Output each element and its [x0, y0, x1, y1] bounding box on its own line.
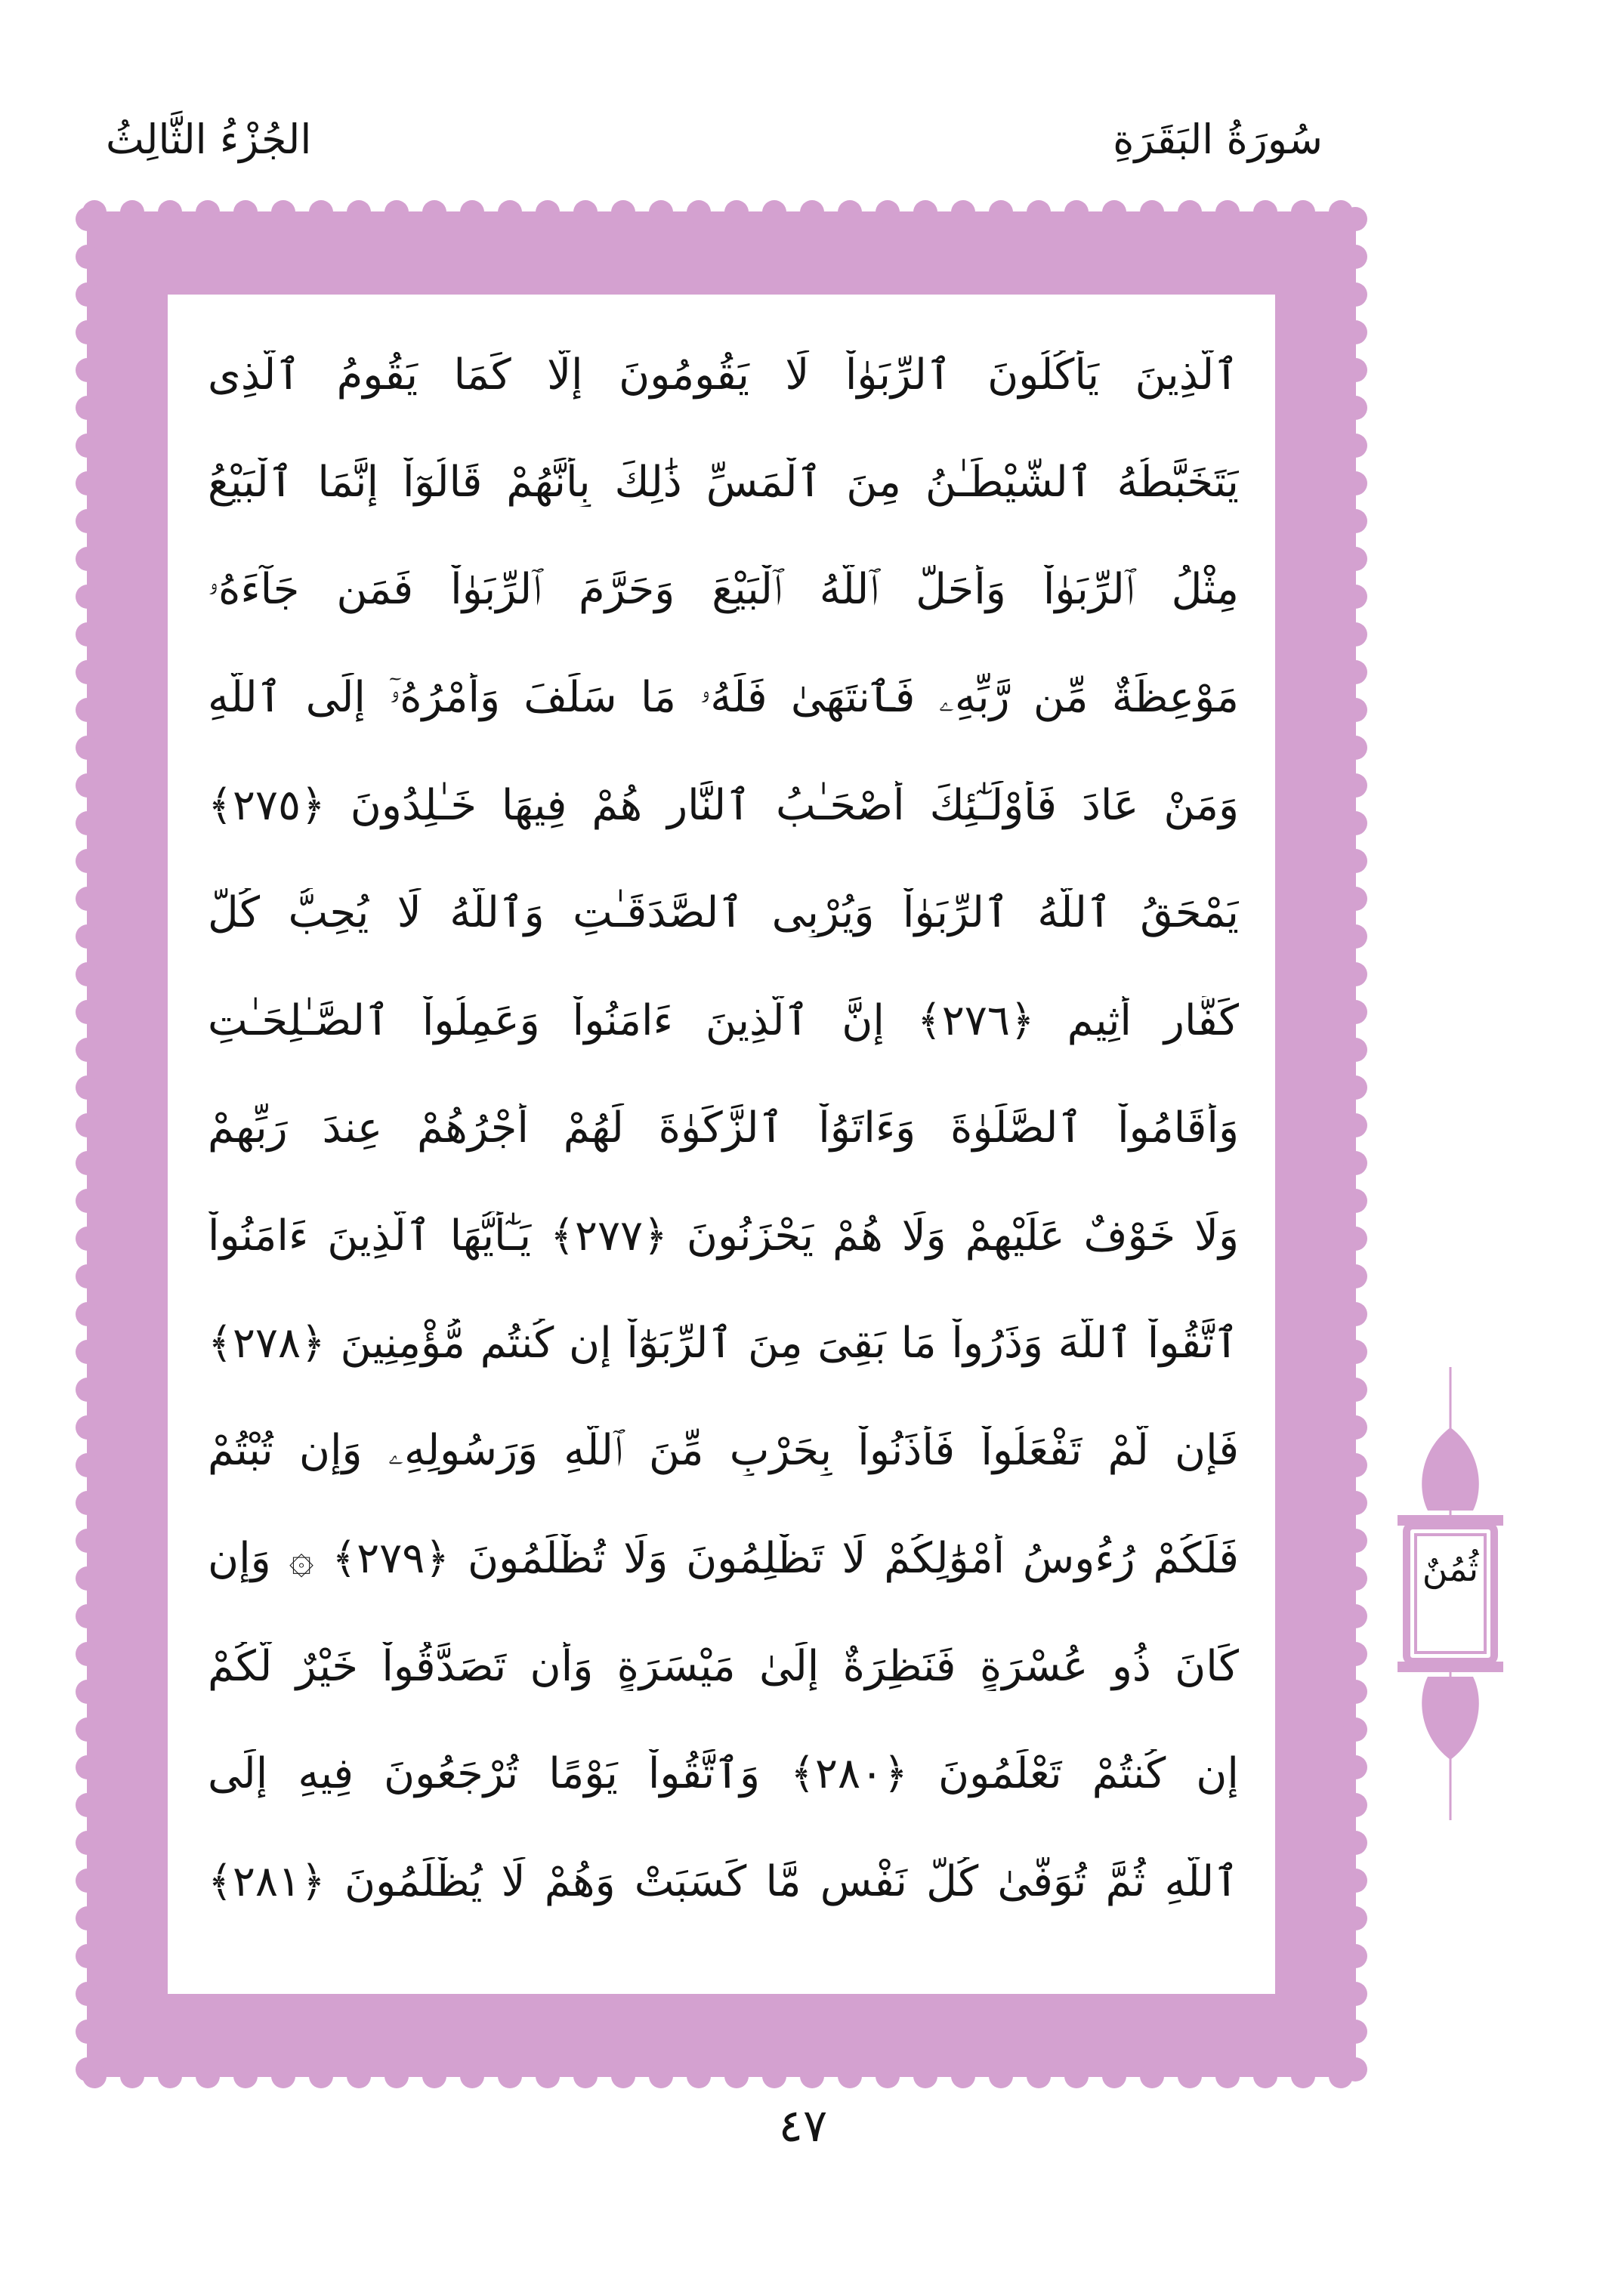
- frame-scallop: [1343, 1982, 1367, 2006]
- frame-scallop: [1343, 1302, 1367, 1326]
- verse-line: إِن كُنتُمْ تَعْلَمُونَ ﴿٢٨٠﴾ وَٱتَّقُواْ يَوْمًا تُرْجَعُونَ فِيهِ إِلَى: [208, 1749, 1239, 1799]
- frame-scallop: [649, 2064, 673, 2088]
- frame-scallop: [1102, 2064, 1126, 2088]
- frame-scallop: [762, 2064, 786, 2088]
- frame-scallop: [1343, 1642, 1367, 1666]
- frame-scallop: [951, 200, 975, 224]
- frame-scallop: [1215, 2064, 1240, 2088]
- frame-scallop: [1343, 1604, 1367, 1628]
- frame-scallop: [158, 200, 182, 224]
- frame-scallop: [1343, 2057, 1367, 2082]
- frame-scallop: [422, 200, 446, 224]
- frame-scallop: [1343, 1000, 1367, 1024]
- frame-scallop: [1140, 2064, 1164, 2088]
- frame-scallop: [536, 2064, 560, 2088]
- frame-scallop: [1343, 1869, 1367, 1893]
- frame-scallop: [76, 207, 100, 231]
- frame-scallop: [1343, 1113, 1367, 1137]
- frame-scallop: [1343, 1151, 1367, 1175]
- frame-scallop: [1178, 2064, 1202, 2088]
- frame-scallop: [1343, 358, 1367, 382]
- verse-lines: [208, 321, 1239, 1936]
- verse-line: ٱلَّذِينَ يَأْكُلُونَ ٱلرِّبَوٰاْ لَا يَقُومُونَ إِلَّا كَمَا يَقُومُ ٱلَّذِى: [208, 350, 1239, 400]
- frame-scallop: [76, 547, 100, 571]
- frame-scallop: [1343, 245, 1367, 269]
- frame-scallop: [1343, 1566, 1367, 1591]
- frame-scallop: [1343, 962, 1367, 986]
- frame-scallop: [76, 396, 100, 420]
- frame-scallop: [76, 1982, 100, 2006]
- frame-scallop: [573, 2064, 598, 2088]
- verse-line: فَلَكُمْ رُءُوسُ أَمْوَٰلِكُمْ لَا تَظْلِمُونَ وَلَا تُظْلَمُونَ ﴿٢٧٩﴾ ۞ وَإِن: [208, 1534, 1239, 1584]
- frame-scallop: [1343, 1680, 1367, 1704]
- frame-scallop: [76, 471, 100, 495]
- frame-scallop: [1343, 622, 1367, 647]
- frame-scallop: [385, 200, 409, 224]
- verse-line: مَوْعِظَةٌ مِّن رَّبِّهِۦ فَٱنتَهَىٰ فَلَهُۥ مَا سَلَفَ وَأَمْرُهُۥٓ إِلَى ٱللَّهِ: [208, 672, 1239, 722]
- frame-scallop: [1343, 1491, 1367, 1515]
- frame-scallop: [76, 2057, 100, 2082]
- frame-scallop: [76, 924, 100, 949]
- frame-scallop: [76, 2020, 100, 2044]
- frame-scallop: [76, 434, 100, 458]
- frame-scallop: [76, 1869, 100, 1893]
- frame-scallop: [76, 773, 100, 798]
- frame-scallop: [1027, 200, 1051, 224]
- frame-scallop: [989, 200, 1013, 224]
- frame-scallop: [271, 2064, 295, 2088]
- frame-scallop: [1343, 1453, 1367, 1477]
- frame-scallop: [76, 1529, 100, 1553]
- frame-scallop: [1343, 1906, 1367, 1930]
- frame-scallop: [1343, 1717, 1367, 1742]
- frame-scallop: [1215, 200, 1240, 224]
- frame-scallop: [1343, 736, 1367, 760]
- frame-scallop: [76, 1189, 100, 1213]
- surah-name: سُورَةُ البَقَرَةِ: [1113, 116, 1323, 163]
- frame-scallop: [1343, 924, 1367, 949]
- verse-line: كَانَ ذُو عُسْرَةٍ فَنَظِرَةٌ إِلَىٰ مَيْسَرَةٍ وَأَن تَصَدَّقُواْ خَيْرٌ لَّكُمْ: [208, 1641, 1239, 1691]
- frame-scallop: [76, 1075, 100, 1100]
- thumun-marker-icon: [1390, 1367, 1511, 1820]
- frame-scallop: [309, 200, 333, 224]
- frame-scallop: [649, 200, 673, 224]
- frame-scallop: [76, 1264, 100, 1288]
- frame-scallop: [1253, 2064, 1277, 2088]
- frame-scallop: [724, 200, 749, 224]
- frame-scallop: [76, 1491, 100, 1515]
- frame-scallop: [1343, 396, 1367, 420]
- frame-scallop: [309, 2064, 333, 2088]
- frame-scallop: [1178, 200, 1202, 224]
- frame-scallop: [1343, 509, 1367, 533]
- frame-scallop: [76, 1793, 100, 1817]
- frame-scallop: [76, 1227, 100, 1251]
- frame-scallop: [1343, 1075, 1367, 1100]
- frame-scallop: [76, 1831, 100, 1855]
- frame-scallop: [76, 358, 100, 382]
- verse-line: كَفَّارٍ أَثِيمٍ ﴿٢٧٦﴾ إِنَّ ٱلَّذِينَ ءَامَنُواْ وَعَمِلُواْ ٱلصَّـٰلِحَـٰتِ: [208, 995, 1239, 1045]
- frame-scallop: [76, 622, 100, 647]
- page-number: ٤٧: [778, 2100, 828, 2152]
- frame-scallop: [800, 200, 824, 224]
- frame-scallop: [422, 2064, 446, 2088]
- frame-scallop: [1343, 773, 1367, 798]
- frame-scallop: [196, 200, 220, 224]
- verse-line: يَمْحَقُ ٱللَّهُ ٱلرِّبَوٰاْ وَيُرْبِى ٱلصَّدَقَـٰتِ وَٱللَّهُ لَا يُحِبُّ كُلَّ: [208, 888, 1239, 938]
- frame-scallop: [120, 2064, 144, 2088]
- frame-scallop: [76, 962, 100, 986]
- frame-scallop: [1253, 200, 1277, 224]
- frame-scallop: [76, 1378, 100, 1402]
- frame-scallop: [196, 2064, 220, 2088]
- frame-scallop: [724, 2064, 749, 2088]
- frame-scallop: [76, 1340, 100, 1364]
- juz-name: الجُزْءُ الثَّالِثُ: [106, 116, 312, 163]
- frame-scallop: [1343, 471, 1367, 495]
- frame-scallop: [1064, 200, 1089, 224]
- frame-scallop: [1343, 1264, 1367, 1288]
- verse-line: وَمَنْ عَادَ فَأُوْلَـٰٓئِكَ أَصْحَـٰبُ ٱلنَّارِ هُمْ فِيهَا خَـٰلِدُونَ ﴿٢٧٥﴾: [208, 780, 1239, 830]
- frame-scallop: [1343, 698, 1367, 722]
- frame-scallop: [1343, 1340, 1367, 1364]
- frame-scallop: [1027, 2064, 1051, 2088]
- frame-scallop: [498, 2064, 522, 2088]
- frame-scallop: [1343, 1378, 1367, 1402]
- verse-line: يَتَخَبَّطُهُ ٱلشَّيْطَـٰنُ مِنَ ٱلْمَسِّ ذَٰلِكَ بِأَنَّهُمْ قَالُوٓاْ إِنَّمَا ٱلْبَيْعُ: [208, 458, 1239, 508]
- frame-scallop: [1343, 1755, 1367, 1779]
- frame-scallop: [1343, 282, 1367, 307]
- frame-scallop: [876, 2064, 900, 2088]
- frame-scallop: [385, 2064, 409, 2088]
- frame-scallop: [1343, 1831, 1367, 1855]
- frame-scallop: [1343, 434, 1367, 458]
- frame-scallop: [1343, 1227, 1367, 1251]
- frame-scallop: [76, 1113, 100, 1137]
- frame-scallop: [76, 1755, 100, 1779]
- frame-scallop: [913, 200, 937, 224]
- frame-scallop: [76, 1000, 100, 1024]
- frame-scallop: [687, 2064, 711, 2088]
- frame-scallop: [1343, 1793, 1367, 1817]
- frame-scallop: [573, 200, 598, 224]
- frame-scallop: [1343, 849, 1367, 873]
- frame-scallop: [1343, 585, 1367, 609]
- frame-scallop: [1291, 2064, 1315, 2088]
- frame-scallop: [76, 509, 100, 533]
- frame-scallop: [687, 200, 711, 224]
- frame-scallop: [76, 1151, 100, 1175]
- frame-scallop: [536, 200, 560, 224]
- frame-scallop: [76, 1415, 100, 1440]
- frame-scallop: [951, 2064, 975, 2088]
- frame-scallop: [460, 200, 484, 224]
- verse-line: وَأَقَامُواْ ٱلصَّلَوٰةَ وَءَاتَوُاْ ٱلزَّكَوٰةَ لَهُمْ أَجْرُهُمْ عِندَ رَبِّهِمْ: [208, 1103, 1239, 1153]
- frame-scallop: [76, 660, 100, 684]
- frame-scallop: [1343, 1529, 1367, 1553]
- verse-line: وَلَا خَوْفٌ عَلَيْهِمْ وَلَا هُمْ يَحْزَنُونَ ﴿٢٧٧﴾ يَـٰٓأَيُّهَا ٱلَّذِينَ ءَامَنُواْ: [208, 1211, 1239, 1261]
- frame-scallop: [76, 887, 100, 911]
- frame-scallop: [1291, 200, 1315, 224]
- frame-scallop: [762, 200, 786, 224]
- frame-scallop: [233, 2064, 258, 2088]
- frame-scallop: [76, 585, 100, 609]
- frame-scallop: [76, 282, 100, 307]
- frame-scallop: [1102, 200, 1126, 224]
- frame-scallop: [460, 2064, 484, 2088]
- frame-scallop: [1343, 887, 1367, 911]
- frame-scallop: [1343, 320, 1367, 344]
- frame-scallop: [347, 200, 371, 224]
- frame-scallop: [76, 1906, 100, 1930]
- verse-line: فَإِن لَّمْ تَفْعَلُواْ فَأْذَنُواْ بِحَرْبٍ مِّنَ ٱللَّهِ وَرَسُولِهِۦ وَإِن تُبْتُمْ: [208, 1426, 1239, 1476]
- frame-scallop: [1343, 207, 1367, 231]
- frame-scallop: [76, 736, 100, 760]
- frame-scallop: [876, 200, 900, 224]
- frame-scallop: [76, 849, 100, 873]
- frame-scallop: [76, 1944, 100, 1968]
- frame-scallop: [913, 2064, 937, 2088]
- frame-scallop: [76, 1302, 100, 1326]
- frame-scallop: [76, 811, 100, 835]
- frame-scallop: [989, 2064, 1013, 2088]
- frame-scallop: [233, 200, 258, 224]
- frame-scallop: [1343, 547, 1367, 571]
- frame-scallop: [800, 2064, 824, 2088]
- frame-scallop: [1140, 200, 1164, 224]
- frame-scallop: [611, 2064, 635, 2088]
- frame-scallop: [76, 1038, 100, 1062]
- frame-scallop: [1343, 2020, 1367, 2044]
- frame-scallop: [271, 200, 295, 224]
- side-marker-label: ثُمُنٌ: [1422, 1548, 1479, 1589]
- frame-scallop: [1343, 1415, 1367, 1440]
- frame-scallop: [1343, 811, 1367, 835]
- verse-line: مِثْلُ ٱلرِّبَوٰاْ وَأَحَلَّ ٱللَّهُ ٱلْبَيْعَ وَحَرَّمَ ٱلرِّبَوٰاْ فَمَن جَآءَهُۥ: [208, 565, 1239, 615]
- frame-scallop: [611, 200, 635, 224]
- frame-scallop: [76, 1453, 100, 1477]
- frame-scallop: [1343, 1038, 1367, 1062]
- frame-scallop: [120, 200, 144, 224]
- frame-scallop: [1064, 2064, 1089, 2088]
- frame-scallop: [76, 1604, 100, 1628]
- frame-scallop: [347, 2064, 371, 2088]
- frame-scallop: [76, 320, 100, 344]
- frame-scallop: [498, 200, 522, 224]
- frame-scallop: [838, 2064, 862, 2088]
- frame-scallop: [1343, 1189, 1367, 1213]
- frame-scallop: [76, 698, 100, 722]
- frame-scallop: [76, 1642, 100, 1666]
- frame-scallop: [838, 200, 862, 224]
- verse-line: ٱتَّقُواْ ٱللَّهَ وَذَرُواْ مَا بَقِىَ مِنَ ٱلرِّبَوٰٓاْ إِن كُنتُم مُّؤْمِنِينَ ﴿٢٧٨﴾: [208, 1319, 1239, 1369]
- verse-line: ٱللَّهِ ثُمَّ تُوَفَّىٰ كُلُّ نَفْسٍ مَّا كَسَبَتْ وَهُمْ لَا يُظْلَمُونَ ﴿٢٨١﴾: [208, 1856, 1239, 1906]
- frame-scallop: [1343, 660, 1367, 684]
- frame-scallop: [76, 1717, 100, 1742]
- frame-scallop: [1343, 1944, 1367, 1968]
- frame-scallop: [76, 245, 100, 269]
- frame-scallop: [158, 2064, 182, 2088]
- frame-scallop: [76, 1680, 100, 1704]
- frame-scallop: [76, 1566, 100, 1591]
